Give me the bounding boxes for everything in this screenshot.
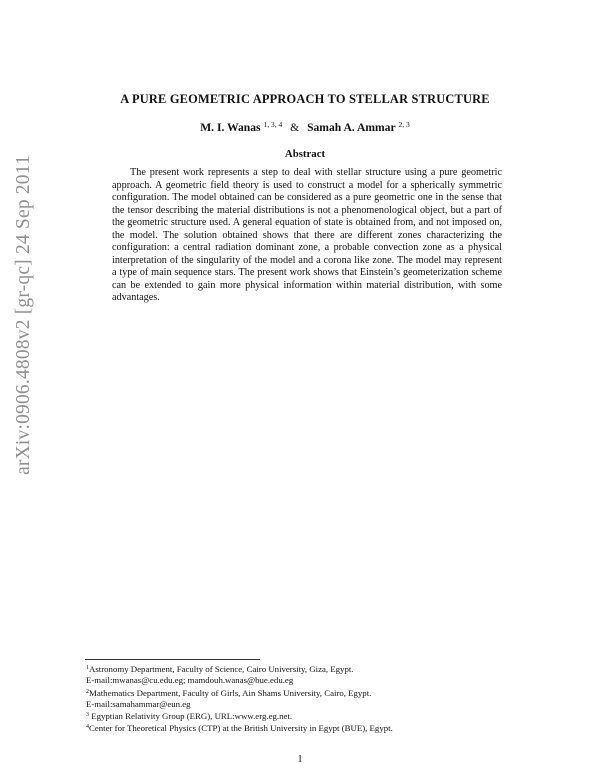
- author-affiliation-marks: 2, 3: [398, 120, 410, 129]
- footnote-text: Astronomy Department, Faculty of Science, Cairo University, Giza, Egypt.: [89, 664, 354, 674]
- author-separator: &: [290, 121, 300, 134]
- abstract-body: The present work represents a step to deal with stellar structure using a pure geometric approach. A geometric field theory is used to construct a model for a spherically symmetric configuration. The model obtained can be considered as a pure geometric one in the sense that the tensor describing the material distributions is not a phenomenological object, but a part of the geometric structure used. A general equation of state is obtained from, and not imposed on, the model. The solution obtained shows that there are different zones characterizing the configuration: a central radiation dominant zone, a probable convection zone as a physical interpretation of the singularity of the model and a corona like zone. The model may represent a type of main sequence stars. The present work shows that Einstein’s geometerization scheme can be extended to gain more physical information within material distribution, with some advantages.: [112, 167, 502, 303]
- footnote-text: E-mail:mwanas@cu.edu.eg; mamdouh.wanas@bue.edu.eg: [86, 675, 294, 686]
- footnote-text: Egyptian Relativity Group (ERG), URL:www.erg.eg.net.: [89, 711, 293, 722]
- paper-title: A PURE GEOMETRIC APPROACH TO STELLAR STRUCTURE: [120, 92, 490, 106]
- author-name: Samah A. Ammar: [307, 121, 396, 134]
- footnote: [86, 710, 556, 722]
- footnote-mark: 3: [86, 712, 89, 719]
- page-number: 1: [297, 754, 303, 765]
- footnote-email: [86, 699, 556, 710]
- footnote-email: [86, 675, 556, 686]
- author-line: [60, 120, 550, 134]
- footnote-divider: [85, 659, 260, 660]
- footnote: [86, 722, 556, 734]
- footnote-text: Mathematics Department, Faculty of Girls, Ain Shams University, Cairo, Egypt.: [89, 687, 372, 698]
- footnote-text: Center for Theoretical Physics (CTP) at the British University in Egypt (BUE), Egypt.: [89, 723, 393, 734]
- author-affiliation-marks: 1, 3, 4: [263, 120, 283, 129]
- footnotes: [86, 663, 556, 735]
- arxiv-identifier-text: arXiv:0906.4808v2 [gr-qc] 24 Sep 2011: [13, 155, 34, 475]
- footnote: [86, 663, 556, 675]
- arxiv-identifier-stamp: [4, 90, 44, 540]
- footnote-text: E-mail:samahammar@eun.eg: [86, 698, 191, 709]
- footnote-mark: 1: [86, 665, 89, 671]
- footnote-mark: 2: [86, 688, 89, 695]
- footnote-mark: 4: [86, 724, 89, 731]
- footnote: [86, 687, 556, 699]
- author-name: M. I. Wanas: [200, 121, 261, 134]
- abstract-heading: Abstract: [284, 148, 326, 160]
